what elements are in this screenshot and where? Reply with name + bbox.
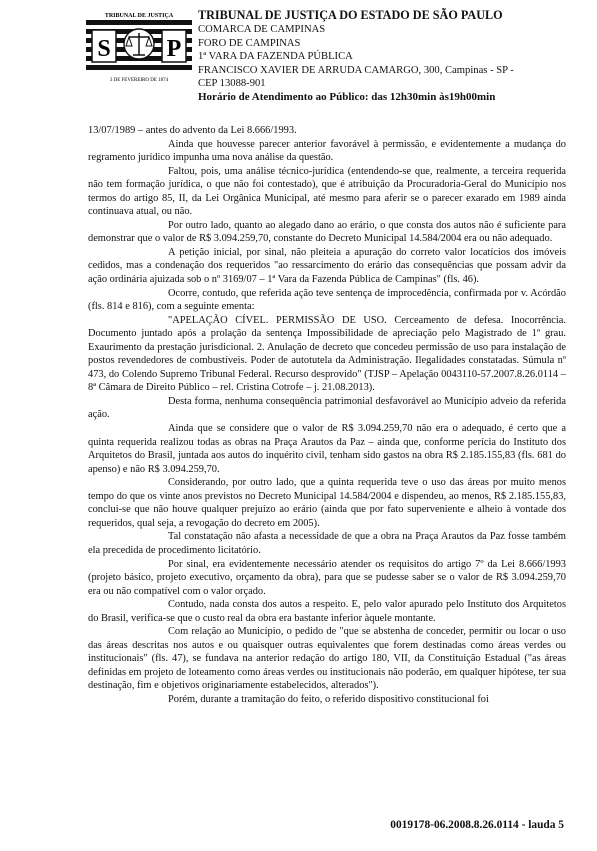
paragraph: Porém, durante a tramitação do feito, o referido dispositivo constitucional foi	[168, 693, 489, 705]
vara: 1ª VARA DA FAZENDA PÚBLICA	[198, 51, 353, 63]
paragraph: Por outro lado, quanto ao alegado dano ao erário, o que consta dos autos não é suficiente para demonstrar que o valor de R$ 3.094.259,70, constante do Decreto Municipal 14.584/2004 era ou não adequado.	[88, 219, 566, 245]
paragraph: Ainda que houvesse parecer anterior favorável à permissão, e evidentemente a mudança do regramento jurídico impunha uma nova análise da questão.	[88, 138, 566, 164]
address-line-2: CEP 13088-901	[198, 78, 266, 90]
paragraph: Considerando, por outro lado, que a quinta requerida teve o uso das áreas por muito menos tempo do que os vinte anos previstos no Decreto Municipal 14.584/2004 e dispendeu, ao menos, R$ 2.185.155,83, conclui-se que não houve qualquer prejuízo ao erário (ainda que por fato superveniente e alheio à vontade dos requeridos, qual seja, a revogação do decreto em 2005).	[88, 477, 566, 529]
document-body	[88, 124, 566, 707]
page-reference: 0019178-06.2008.8.26.0114 - lauda 5	[390, 819, 564, 831]
paragraph: 13/07/1989 – antes do advento da Lei 8.666/1993.	[88, 125, 297, 136]
seal-letter-p: P	[166, 36, 182, 62]
paragraph: Contudo, nada consta dos autos a respeito. E, pelo valor apurado pelo Instituto dos Arquitetos do Brasil, verifica-se que o custo real da obra era bastante inferior àquele montante.	[88, 599, 566, 624]
quoted-ementa: "APELAÇÃO CÍVEL. PERMISSÃO DE USO. Cerceamento de defesa. Inocorrência. Documento juntado após a prolação da sentença Impossibilidade de apreciação pelo Magistrado de 1º grau. Exaurimento da prestação jurisdicional. 2. Anulação de decreto que concedeu permissão de uso para instalação de postos revendedores de combustíveis. Poder de autotutela da Administração. Ilegalidades constatadas. Súmula nº 473, do Colendo Supremo Tribunal Federal. Recurso desprovido" (TJSP – Apelação 0043110-57.2007.8.26.0114 – 8ª Câmara de Direito Público – rel. Cristina Cotrofe – j. 21.08.2013).	[88, 314, 566, 394]
paragraph: A petição inicial, por sinal, não pleiteia a apuração do correto valor locatícios dos imóveis cedidos, mas a condenação dos requeridos "ao ressarcimento do erário das consequências que possam advir da ação ordinária ajuizada sob o nº 3169/07 – 1ª Vara da Fazenda Pública de Campinas" (fls. 46).	[88, 246, 566, 286]
document-header	[86, 8, 591, 113]
foro: FORO DE CAMPINAS	[198, 37, 301, 49]
paragraph: Faltou, pois, uma análise técnico-jurídica (entendendo-se que, realmente, a terceira requerida não tem formação jurídica, o que não foi contestado), que é atribuição da Procuradoria-Geral do Município nos termos do artigo 85, II, da Lei Orgânica Municipal, até mesmo para aferir se o parecer exarado em 1989 ainda continuava atual, ou não.	[88, 165, 566, 218]
seal-motto: 3 DE FEVEREIRO DE 1874	[109, 78, 169, 83]
court-name: TRIBUNAL DE JUSTIÇA DO ESTADO DE SÃO PAULO	[198, 8, 503, 22]
paragraph: Tal constatação não afasta a necessidade de que a obra na Praça Arautos da Paz fosse também ela precedida de procedimento licitatório.	[88, 531, 566, 556]
court-seal-logo	[86, 8, 192, 84]
paragraph: Por sinal, era evidentemente necessário atender os requisitos do artigo 7º da Lei 8.666/1993 (projeto básico, projeto executivo, orçamento da obra), para que se pudesse saber se o valor de R$ 3.094.259,70 era ou não compatível com o valor orçado.	[88, 558, 566, 597]
paragraph: Ainda que se considere que o valor de R$ 3.094.259,70 não era o adequado, é certo que a quinta requerida realizou todas as obras na Praça Arautos da Paz – ainda que, conforme perícia do Instituto dos Arquitetos do Brasil, juntada aos autos do inquérito civil, tenham sido gastos na obra R$ 2.185.155,83 (fls. 681 do apenso) e não R$ 3.094.259,70.	[88, 423, 566, 475]
office-hours: Horário de Atendimento ao Público: das 12h30min às19h00min	[198, 90, 496, 103]
address-line-1: FRANCISCO XAVIER DE ARRUDA CAMARGO, 300, Campinas - SP -	[198, 64, 514, 76]
seal-letter-s: S	[97, 36, 111, 62]
seal-title: TRIBUNAL DE JUSTIÇA	[104, 13, 174, 19]
header-text	[198, 8, 590, 105]
paragraph: Desta forma, nenhuma consequência patrimonial desfavorável ao Município adveio da referida ação.	[88, 395, 566, 421]
comarca: COMARCA DE CAMPINAS	[198, 24, 326, 35]
paragraph: Com relação ao Município, o pedido de "que se abstenha de conceder, permitir ou locar o uso das áreas descritas nos autos e ou quaisquer outras equivalentes que forem destinadas como áreas verdes ou institucionais" (fls. 47), se fundava na anterior redação do artigo 180, VII, da Constituição Estadual ("as áreas definidas em projeto de loteamento como áreas verdes ou institucionais não poderão, em qualquer hipótese, ter sua destinação, fim e objetivos originariamente estabelecidos, alterados").	[88, 626, 566, 692]
paragraph: Ocorre, contudo, que referida ação teve sentença de improcedência, confirmada por v. Acórdão (fls. 814 e 816), com a seguinte ementa:	[88, 287, 566, 313]
